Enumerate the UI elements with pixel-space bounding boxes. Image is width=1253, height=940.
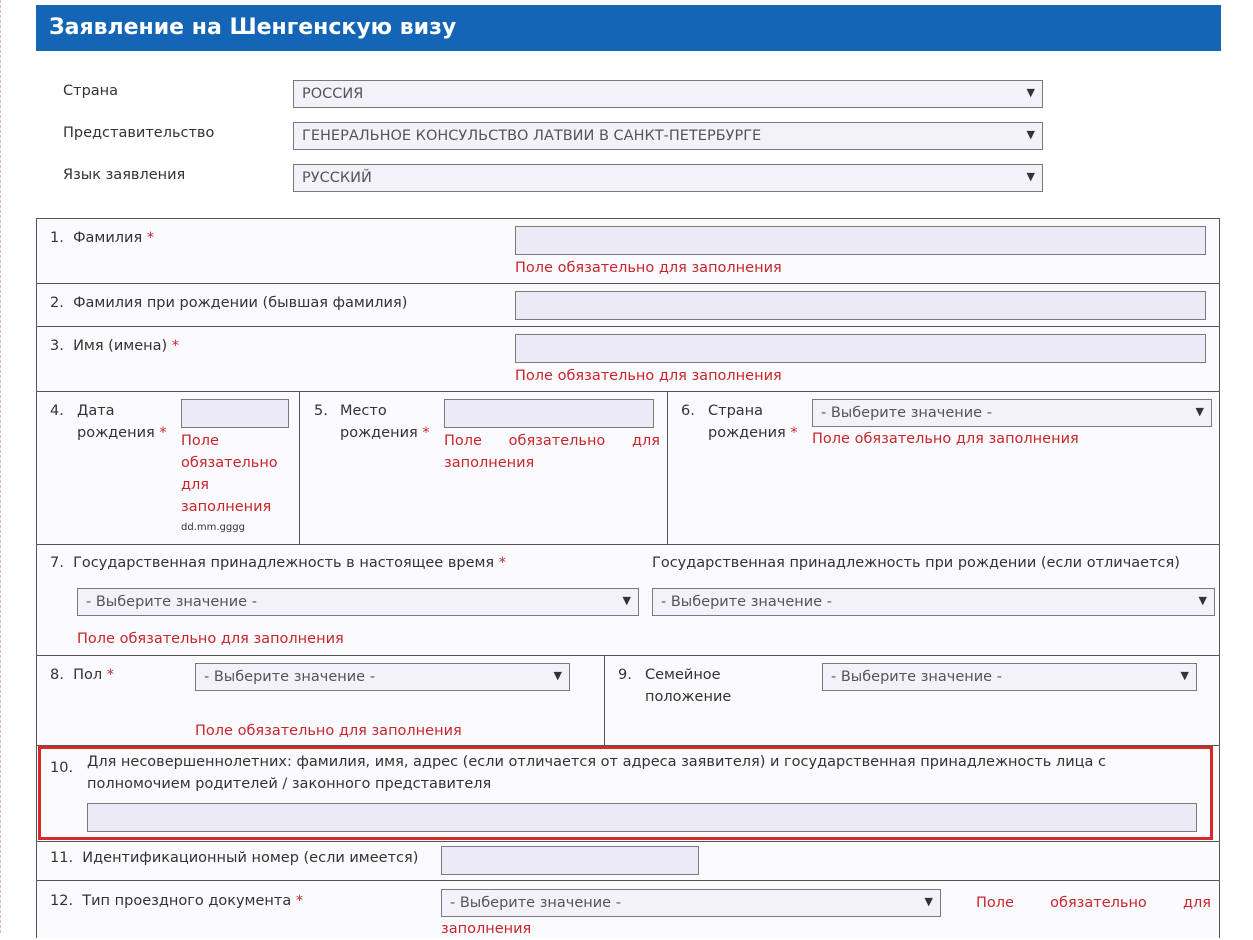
chevron-down-icon: ▼ bbox=[1026, 128, 1035, 141]
mission-select[interactable] bbox=[293, 122, 1043, 150]
field-6-label: Страна рождения * bbox=[708, 403, 798, 441]
field-10-label: Для несовершеннолетних: фамилия, имя, адрес (если отличается от адреса заявителя) и государственная принадлежность лица с полномочием родителей / законного представителя bbox=[87, 754, 1106, 792]
sex-select[interactable] bbox=[195, 663, 570, 691]
given-names-error: Поле обязательно для заполнения bbox=[515, 368, 782, 384]
language-label: Язык заявления bbox=[63, 167, 186, 183]
row-divider bbox=[36, 841, 1220, 842]
birth-place-error-line2: заполнения bbox=[444, 455, 535, 471]
chevron-down-icon: ▼ bbox=[924, 895, 933, 908]
travel-document-type-select[interactable] bbox=[441, 889, 941, 917]
page-left-dashed-border bbox=[0, 0, 1, 933]
chevron-down-icon: ▼ bbox=[622, 594, 631, 607]
language-select[interactable] bbox=[293, 164, 1043, 192]
current-nationality-select[interactable] bbox=[77, 588, 639, 616]
select-placeholder: - Выберите значение - bbox=[821, 405, 992, 421]
select-placeholder: - Выберите значение - bbox=[831, 669, 1002, 685]
select-placeholder: - Выберите значение - bbox=[86, 594, 257, 610]
column-divider bbox=[667, 391, 668, 544]
surname-error: Поле обязательно для заполнения bbox=[515, 260, 782, 276]
country-select-value: РОССИЯ bbox=[302, 86, 364, 102]
column-divider bbox=[299, 391, 300, 544]
travel-document-error-line1: Поле обязательно для bbox=[976, 895, 1211, 911]
language-select-value: РУССКИЙ bbox=[302, 170, 372, 186]
birth-surname-input[interactable] bbox=[515, 291, 1206, 320]
select-placeholder: - Выберите значение - bbox=[450, 895, 621, 911]
row-divider bbox=[36, 326, 1220, 327]
field-9-num: 9. bbox=[618, 667, 632, 683]
birth-nationality-select[interactable] bbox=[652, 588, 1215, 616]
row-divider bbox=[36, 880, 1220, 881]
birth-date-error: Поле обязательно для заполнения bbox=[181, 433, 278, 515]
field-11-label: 11. Идентификационный номер (если имеется) bbox=[50, 850, 419, 866]
chevron-down-icon: ▼ bbox=[1198, 594, 1207, 607]
field-4-num: 4. bbox=[50, 403, 64, 419]
select-placeholder: - Выберите значение - bbox=[204, 669, 375, 685]
chevron-down-icon: ▼ bbox=[1180, 669, 1189, 682]
field-3-label: 3. Имя (имена) * bbox=[50, 338, 180, 354]
column-divider bbox=[604, 655, 605, 745]
field-9-label: Семейное положение bbox=[645, 667, 732, 705]
field-4-label: Дата рождения * bbox=[77, 403, 167, 441]
row-divider bbox=[36, 655, 1220, 656]
row-divider bbox=[36, 544, 1220, 545]
field-7-birth-label: Государственная принадлежность при рождении (если отличается) bbox=[652, 555, 1180, 571]
mission-label: Представительство bbox=[63, 125, 215, 141]
page-title: Заявление на Шенгенскую визу bbox=[36, 5, 1221, 51]
chevron-down-icon: ▼ bbox=[1026, 86, 1035, 99]
field-7-label: 7. Государственная принадлежность в настоящее время * bbox=[50, 555, 507, 571]
field-5-num: 5. bbox=[314, 403, 328, 419]
country-label: Страна bbox=[63, 83, 119, 99]
birth-country-error: Поле обязательно для заполнения bbox=[812, 431, 1079, 447]
mission-select-value: ГЕНЕРАЛЬНОЕ КОНСУЛЬСТВО ЛАТВИИ В САНКТ-ПЕТЕРБУРГЕ bbox=[302, 128, 762, 144]
country-select[interactable] bbox=[293, 80, 1043, 108]
marital-status-select[interactable] bbox=[822, 663, 1197, 691]
travel-document-error-line2: заполнения bbox=[441, 921, 532, 937]
field-2-label: 2. Фамилия при рождении (бывшая фамилия) bbox=[50, 295, 408, 311]
birth-date-input[interactable] bbox=[181, 399, 289, 428]
current-nationality-error: Поле обязательно для заполнения bbox=[77, 631, 344, 647]
sex-error: Поле обязательно для заполнения bbox=[195, 723, 462, 739]
birth-country-select[interactable] bbox=[812, 399, 1212, 427]
date-format-hint: dd.mm.gggg bbox=[181, 522, 245, 533]
birth-place-input[interactable] bbox=[444, 399, 654, 428]
id-number-input[interactable] bbox=[441, 846, 699, 875]
chevron-down-icon: ▼ bbox=[1195, 405, 1204, 418]
chevron-down-icon: ▼ bbox=[1026, 170, 1035, 183]
field-12-label: 12. Тип проездного документа * bbox=[50, 893, 304, 909]
field-1-label: 1. Фамилия * bbox=[50, 230, 155, 246]
birth-place-error-line1: Поле обязательно для bbox=[444, 433, 660, 449]
select-placeholder: - Выберите значение - bbox=[661, 594, 832, 610]
field-5-label: Место рождения * bbox=[340, 403, 430, 441]
surname-input[interactable] bbox=[515, 226, 1206, 255]
row-divider bbox=[36, 283, 1220, 284]
field-6-num: 6. bbox=[681, 403, 695, 419]
field-10-num: 10. bbox=[50, 760, 74, 776]
chevron-down-icon: ▼ bbox=[553, 669, 562, 682]
given-names-input[interactable] bbox=[515, 334, 1206, 363]
field-8-label: 8. Пол * bbox=[50, 667, 114, 683]
highlight-box bbox=[38, 746, 1213, 840]
row-divider bbox=[36, 391, 1220, 392]
